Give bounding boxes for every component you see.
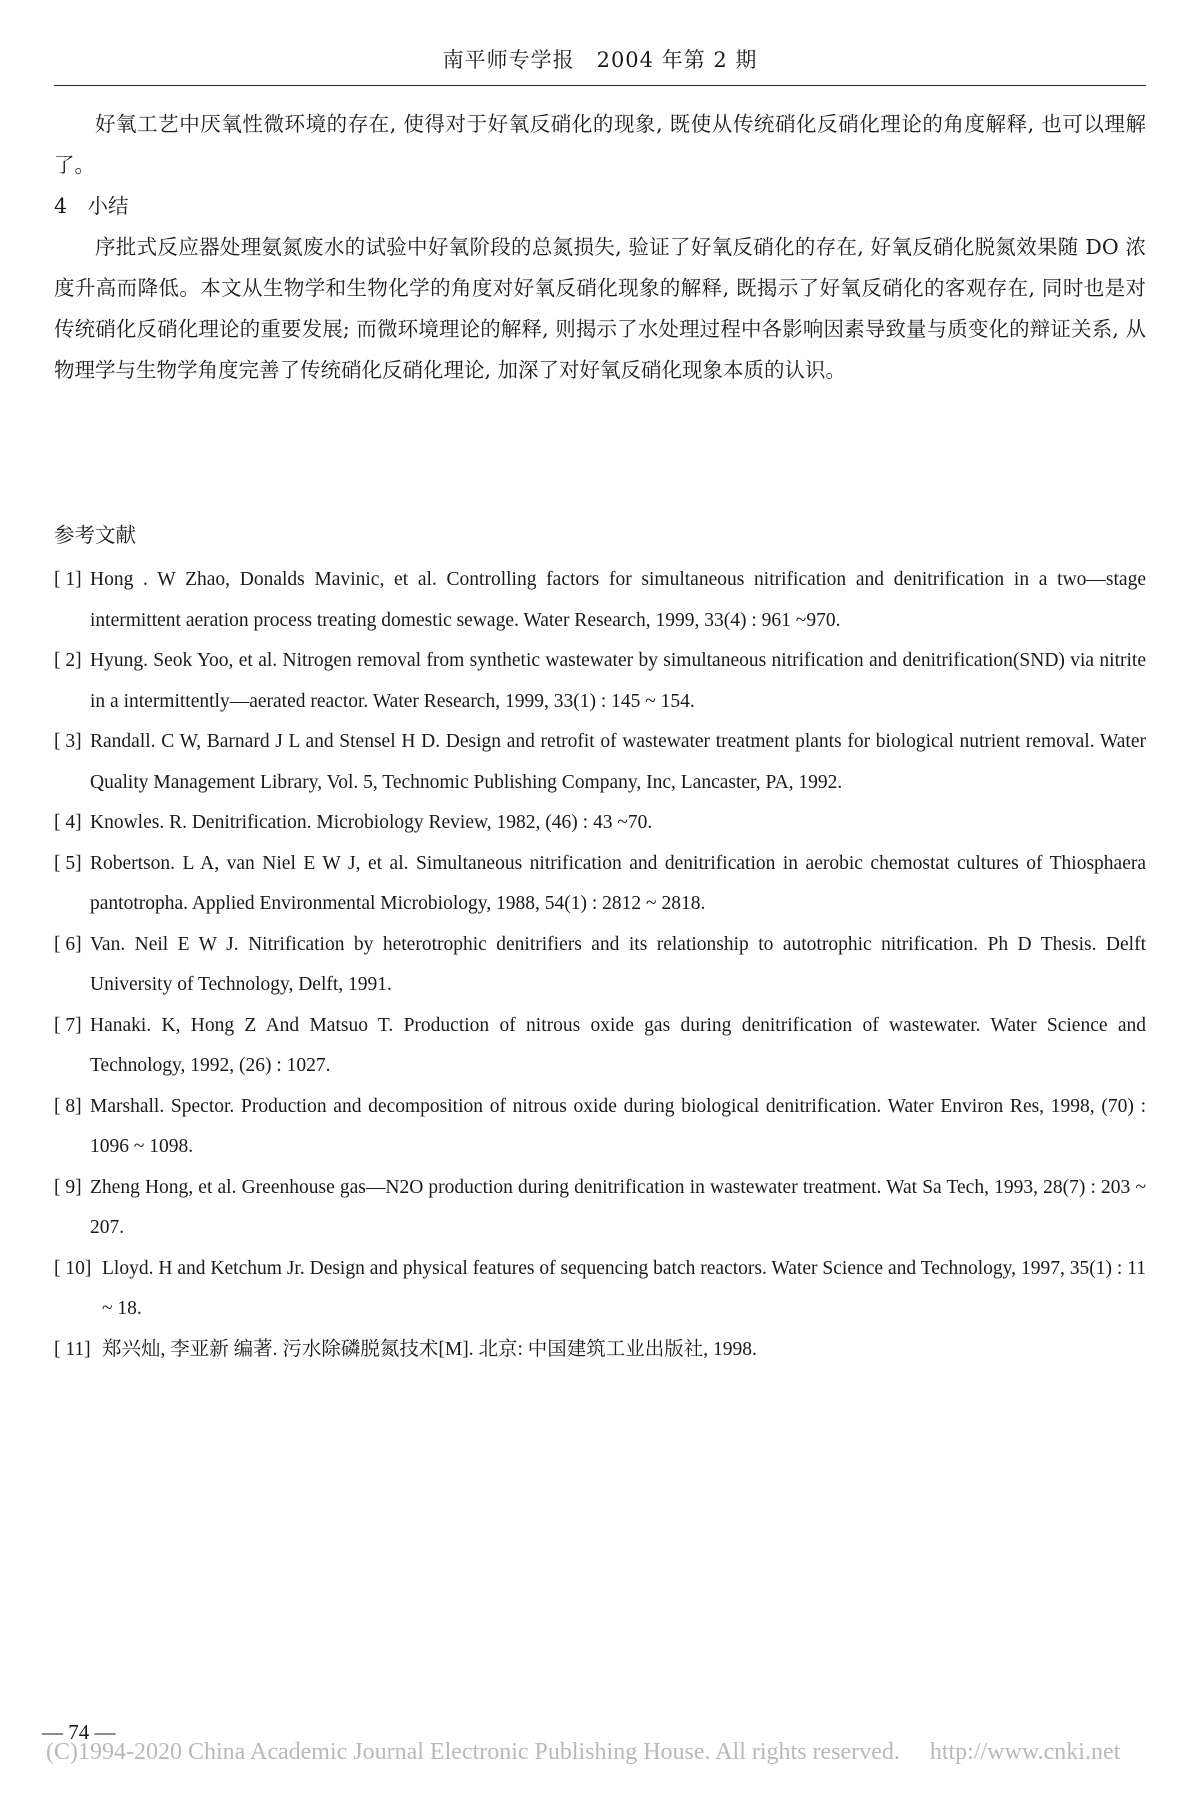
reference-item — [54, 641, 1146, 722]
reference-number: [ 10] — [54, 1257, 92, 1279]
reference-text: Robertson. L A, van Niel E W J, et al. Simultaneous nitrification and denitrification in aerobic chemostat cultures of Thiosphaera pantotropha. Applied Environmental Microbiology, 1988, 54(1) : 2812 ~ 2818. — [90, 852, 1146, 914]
reference-text: Hong . W Zhao, Donalds Mavinic, et al. Controlling factors for simultaneous nitrification and denitrification in a two—stage intermittent aeration process treating domestic sewage. Water Research, 1999, 33(4) : 961 ~970. — [90, 569, 1146, 631]
reference-number: [ 11] — [54, 1338, 91, 1360]
running-header: 南平师专学报 2004 年第 2 期 — [442, 48, 758, 72]
publisher-url: http://www.cnki.net — [929, 1739, 1121, 1765]
reference-text: Hanaki. K, Hong Z And Matsuo T. Production of nitrous oxide gas during denitrification of wastewater. Water Science and Technology, 1992, (26) : 1027. — [90, 1014, 1146, 1076]
body-text — [54, 104, 1146, 391]
reference-number: [ 3] — [54, 731, 82, 752]
reference-number: [ 7] — [54, 1014, 82, 1036]
reference-text: Zheng Hong, et al. Greenhouse gas—N2O production during denitrification in wastewater treatment. Wat Sa Tech, 1993, 28(7) : 203 ~ 207. — [90, 1176, 1146, 1238]
reference-text: Marshall. Spector. Production and decomposition of nitrous oxide during biological denitrification. Water Environ Res, 1998, (70) : 1096 ~ 1098. — [90, 1095, 1146, 1157]
reference-number: [ 1] — [54, 569, 82, 590]
reference-item — [54, 1168, 1146, 1249]
section-heading: 4 小结 — [54, 194, 129, 218]
reference-item — [54, 560, 1146, 641]
reference-item — [54, 1249, 1146, 1330]
reference-item — [54, 925, 1146, 1006]
reference-number: [ 9] — [54, 1176, 82, 1198]
intro-paragraph: 好氧工艺中厌氧性微环境的存在, 使得对于好氧反硝化的现象, 既使从传统硝化反硝化理论的角度解释, 也可以理解了。 — [54, 112, 1146, 177]
summary-paragraph: 序批式反应器处理氨氮废水的试验中好氧阶段的总氮损失, 验证了好氧反硝化的存在, 好氧反硝化脱氮效果随 DO 浓度升高而降低。本文从生物学和生物化学的角度对好氧反硝化现象的解释, 既揭示了好氧反硝化的客观存在, 同时也是对传统硝化反硝化理论的重要发展; 而微环境理论的解释, 则揭示了水处理过程中各影响因素导致量与质变化的辩证关系, 从物理学与生物学角度完善了传统硝化反硝化理论, 加深了对好氧反硝化现象本质的认识。 — [54, 235, 1146, 382]
copyright-watermark — [46, 1739, 1176, 1766]
reference-item — [54, 722, 1146, 803]
reference-item — [54, 1087, 1146, 1168]
reference-text: Van. Neil E W J. Nitrification by heterotrophic denitrifiers and its relationship to autotrophic nitrification. Ph D Thesis. Delft University of Technology, Delft, 1991. — [90, 933, 1146, 995]
copyright-notice: (C)1994-2020 China Academic Journal Electronic Publishing House. All rights reserved. — [46, 1739, 900, 1765]
reference-number: [ 5] — [54, 852, 82, 874]
header-rule — [54, 85, 1146, 86]
reference-number: [ 2] — [54, 650, 82, 671]
reference-number: [ 8] — [54, 1095, 82, 1117]
reference-text: Randall. C W, Barnard J L and Stensel H D. Design and retrofit of wastewater treatment plants for biological nutrient removal. Water Quality Management Library, Vol. 5, Technomic Publishing Company, Inc, Lancaster, PA, 1992. — [90, 731, 1146, 793]
references-title: 参考文献 — [54, 523, 136, 547]
reference-item — [54, 803, 1146, 844]
reference-item — [54, 844, 1146, 925]
reference-text: 郑兴灿, 李亚新 编著. 污水除磷脱氮技术[M]. 北京: 中国建筑工业出版社, 1998. — [102, 1338, 757, 1360]
reference-number: [ 6] — [54, 933, 82, 955]
reference-text: Knowles. R. Denitrification. Microbiology Review, 1982, (46) : 43 ~70. — [90, 812, 653, 833]
reference-text: Hyung. Seok Yoo, et al. Nitrogen removal from synthetic wastewater by simultaneous nitrification and denitrification(SND) via nitrite in a intermittently—aerated reactor. Water Research, 1999, 33(1) : 145 ~ 154. — [90, 650, 1146, 712]
reference-item — [54, 1330, 1146, 1371]
page-number: — 74 — — [42, 1720, 116, 1744]
references-list — [54, 560, 1146, 1370]
reference-text: Lloyd. H and Ketchum Jr. Design and physical features of sequencing batch reactors. Water Science and Technology, 1997, 35(1) : 11 ~ 18. — [102, 1257, 1146, 1319]
reference-number: [ 4] — [54, 812, 82, 833]
reference-item — [54, 1006, 1146, 1087]
